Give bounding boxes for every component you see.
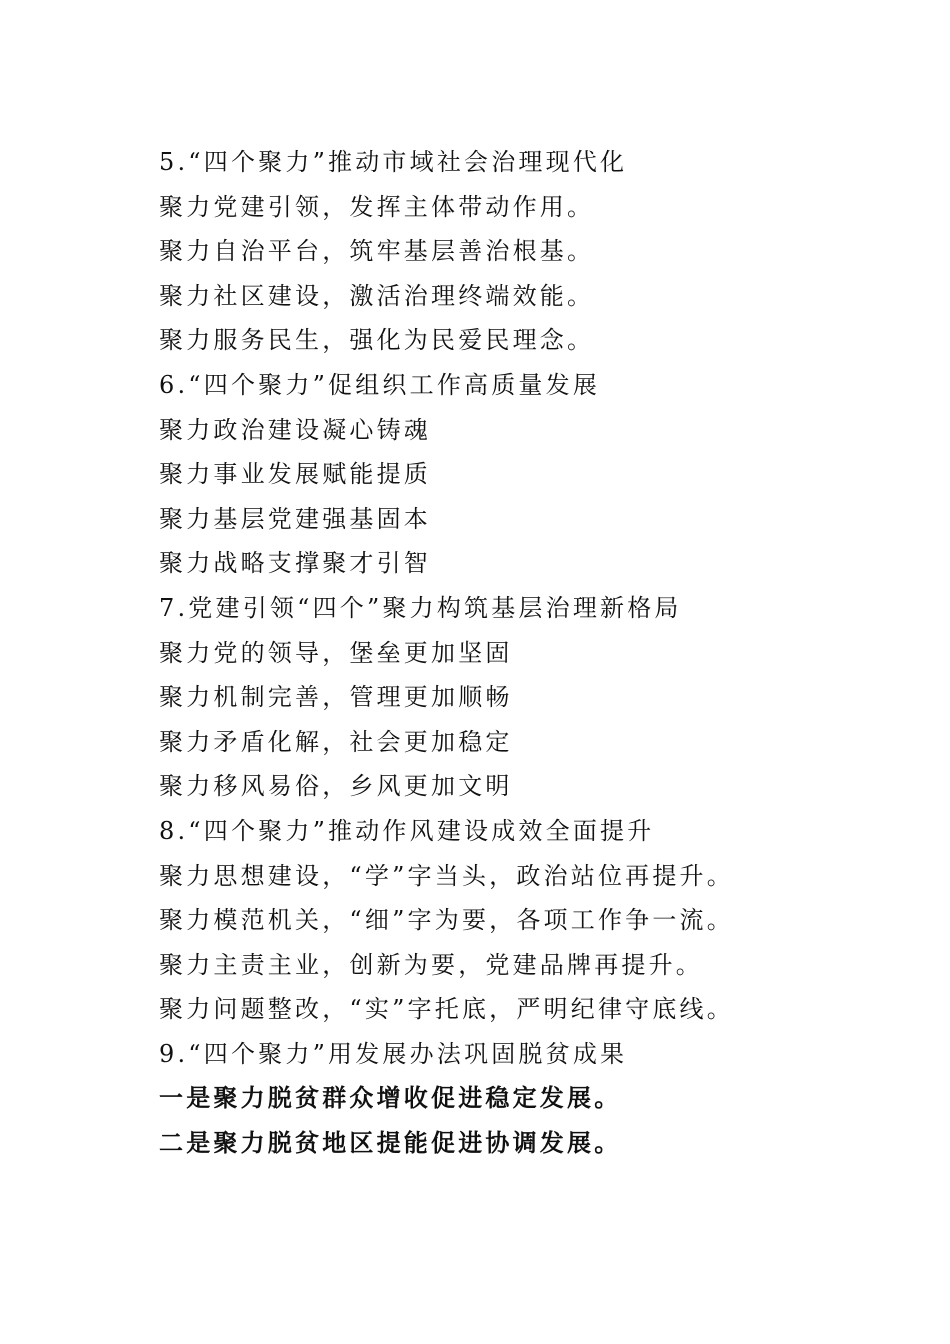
text-line: 聚力思想建设，“学”字当头，政治站位再提升。 [159, 861, 734, 890]
text-line: 聚力党的领导，堡垒更加坚固 [159, 638, 513, 667]
text-line: 聚力问题整改，“实”字托底，严明纪律守底线。 [159, 995, 734, 1024]
section-heading-7: 7.党建引领“四个”聚力构筑基层治理新格局 [159, 593, 682, 622]
text-line: 聚力移风易俗，乡风更加文明 [159, 772, 513, 801]
section-heading-5: 5.“四个聚力”推动市域社会治理现代化 [159, 148, 628, 176]
text-line: 聚力模范机关，“细”字为要，各项工作争一流。 [159, 906, 734, 935]
text-line: 聚力服务民生，强化为民爱民理念。 [159, 326, 595, 355]
text-line: 聚力政治建设凝心铸魂 [159, 415, 431, 444]
document-body [159, 140, 879, 1166]
text-line-bold: 二是聚力脱贫地区提能促进协调发展。 [159, 1128, 622, 1158]
text-line: 聚力自治平台，筑牢基层善治根基。 [159, 237, 595, 266]
text-line: 聚力战略支撑聚才引智 [159, 549, 431, 578]
text-line-bold: 一是聚力脱贫群众增收促进稳定发展。 [159, 1083, 622, 1113]
text-line: 聚力事业发展赋能提质 [159, 460, 431, 489]
text-line: 聚力基层党建强基固本 [159, 504, 431, 533]
text-line: 聚力矛盾化解，社会更加稳定 [159, 727, 513, 756]
text-line: 聚力社区建设，激活治理终端效能。 [159, 281, 595, 310]
text-line: 聚力党建引领，发挥主体带动作用。 [159, 192, 595, 221]
section-heading-6: 6.“四个聚力”促组织工作高质量发展 [159, 370, 601, 399]
section-heading-9: 9.“四个聚力”用发展办法巩固脱贫成果 [159, 1039, 628, 1068]
text-line: 聚力机制完善，管理更加顺畅 [159, 683, 513, 712]
section-heading-8: 8.“四个聚力”推动作风建设成效全面提升 [159, 816, 655, 845]
text-line: 聚力主责主业，创新为要，党建品牌再提升。 [159, 950, 703, 979]
